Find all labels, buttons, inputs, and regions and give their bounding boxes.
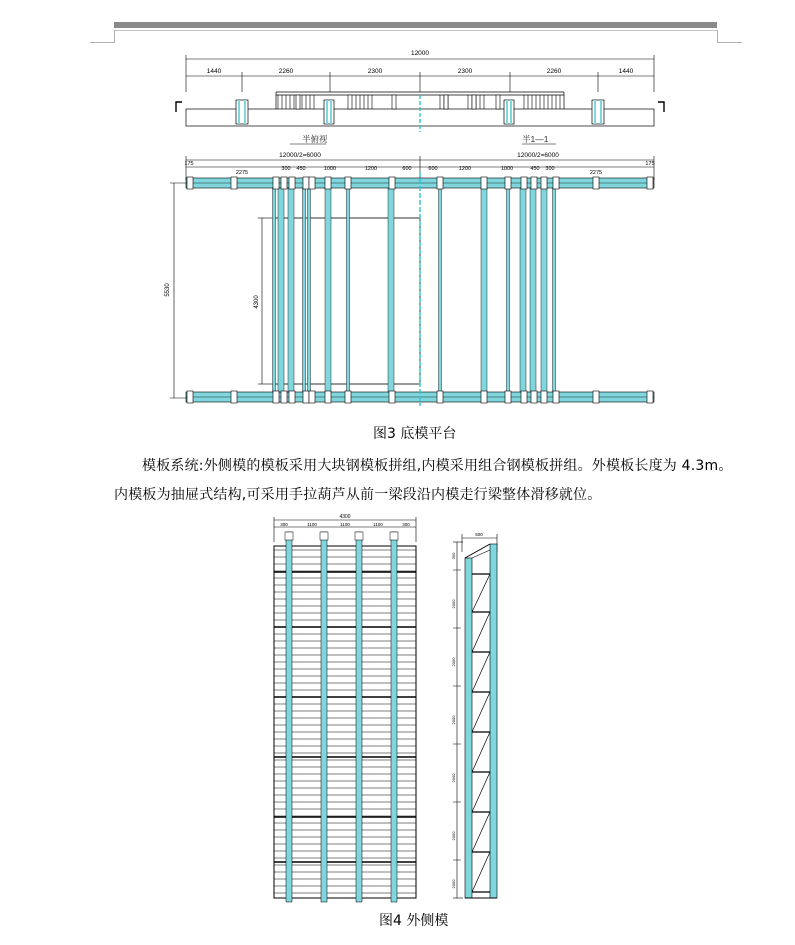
margin-corner-right	[717, 30, 742, 43]
beam-joint-bottom	[521, 391, 527, 403]
beam-joint-top	[303, 177, 309, 189]
side-dim-0: 350	[451, 552, 456, 560]
elevation-post	[392, 95, 396, 109]
plan-dim-l1: 175	[184, 161, 194, 167]
plan-dim-r7: 175	[645, 161, 655, 167]
front-total-label: 4300	[339, 514, 351, 520]
front-dim-1: 300	[280, 522, 288, 527]
cross-beam	[288, 188, 294, 392]
side-dim-2: 2000	[451, 657, 456, 667]
plan-dim-r1: 600	[428, 166, 438, 172]
cross-beam	[553, 188, 556, 392]
side-truss-diagonal	[472, 692, 490, 732]
beam-joint-bottom	[481, 391, 487, 403]
side-truss-diagonal	[472, 574, 490, 612]
front-stud	[286, 532, 292, 902]
side-dim-1: 2000	[451, 599, 456, 609]
plan-dim-r3: 1000	[500, 166, 514, 172]
cross-beam	[507, 188, 510, 392]
elev-dim-3: 2300	[367, 68, 383, 75]
beam-joint-top	[553, 177, 559, 189]
beam-joint-bottom	[437, 391, 443, 403]
front-dim-4: 1100	[373, 522, 383, 527]
beam-joint-bottom	[593, 391, 599, 403]
plan-dim-l3: 300	[281, 166, 291, 172]
beam-joint-top	[437, 177, 443, 189]
elev-dim-4: 2300	[457, 68, 473, 75]
plan-dim-r2: 1200	[458, 166, 472, 172]
body-paragraph-line-2: 内模板为抽屉式结构,可采用手拉葫芦从前一梁段沿内模走行梁整体滑移就位。	[114, 487, 602, 503]
elevation-dimensions	[186, 55, 654, 92]
elevation-post	[444, 95, 448, 109]
cross-beam	[273, 188, 276, 392]
plan-dim-l6: 1200	[364, 166, 378, 172]
beam-joint-top	[647, 177, 653, 189]
side-truss-diagonal	[472, 652, 490, 692]
side-dim-6: 2000	[451, 879, 456, 889]
side-dim-4: 2000	[451, 773, 456, 783]
elevation-bottom-grid	[278, 95, 560, 109]
beam-joint-top	[187, 177, 193, 189]
beam-joint-top	[481, 177, 487, 189]
beam-joint-bottom	[531, 391, 537, 403]
beam-joint-top	[325, 177, 331, 189]
cross-beam	[541, 188, 547, 392]
beam-joint-top	[593, 177, 599, 189]
elevation-post	[296, 95, 300, 109]
plan-half-left-label: 12000/2=6000	[279, 152, 321, 159]
elev-dim-1: 1440	[206, 68, 222, 75]
beam-joint-bottom	[281, 391, 287, 403]
beam-joint-bottom	[389, 391, 395, 403]
elev-dim-6: 1440	[618, 68, 634, 75]
plan-height-label: 5530	[165, 283, 171, 297]
plan-left-dimension	[170, 183, 274, 398]
beam-joint-top	[281, 177, 287, 189]
beam-joint-top	[521, 177, 527, 189]
cross-beam	[308, 188, 311, 392]
side-truss-diagonal	[472, 612, 490, 652]
label-half-section: 半1—1	[522, 134, 549, 144]
beam-joint-bottom	[541, 391, 547, 403]
figure-4-caption: 图4 外侧模	[379, 913, 449, 929]
beam-joint-top	[273, 177, 279, 189]
beam-joint-top	[389, 177, 395, 189]
side-truss-diagonal	[472, 852, 490, 892]
front-dim-3: 1100	[340, 522, 350, 527]
cross-beam	[439, 188, 442, 392]
beam-joint-bottom	[303, 391, 309, 403]
plan-dim-l5: 1000	[323, 166, 337, 172]
plan-dim-l4: 450	[296, 166, 306, 172]
side-truss	[465, 544, 497, 898]
side-dim-5: 2000	[451, 831, 456, 841]
elev-total-label: 12000	[410, 50, 430, 57]
beam-joint-top	[289, 177, 295, 189]
front-stud-cap	[355, 532, 363, 540]
front-stud-cap	[285, 532, 293, 540]
elev-dim-2: 2260	[278, 68, 294, 75]
cross-beam	[520, 188, 526, 392]
plan-dim-l2: 2275	[235, 170, 249, 176]
figure-4-drawing	[265, 512, 515, 908]
beam-joint-bottom	[647, 391, 653, 403]
beam-joint-bottom	[345, 391, 351, 403]
plan-dim-r4: 450	[530, 166, 540, 172]
elev-dim-5: 2260	[546, 68, 562, 75]
side-truss-diagonal	[472, 772, 490, 812]
beam-joint-bottom	[309, 391, 315, 403]
side-dim-3: 2000	[451, 715, 456, 725]
cross-beam	[530, 188, 536, 392]
plan-dim-r6: 2275	[589, 170, 603, 176]
side-top-label: 500	[475, 532, 483, 537]
beam-joint-bottom	[289, 391, 295, 403]
figure-3-drawing	[150, 40, 670, 420]
beam-joint-bottom	[325, 391, 331, 403]
plan-inner-height-label: 4300	[254, 295, 260, 309]
side-truss-web	[472, 574, 490, 892]
front-stud	[356, 532, 362, 902]
cross-beam	[481, 188, 487, 392]
front-dim-5: 300	[402, 522, 410, 527]
front-stud-cap	[390, 532, 398, 540]
page-header-bar	[114, 22, 717, 28]
beam-joint-top	[541, 177, 547, 189]
page-header-rule	[114, 30, 717, 31]
beam-joint-top	[231, 177, 237, 189]
elevation-post	[348, 95, 352, 109]
beam-joint-bottom	[553, 391, 559, 403]
front-dim-2: 1100	[307, 522, 317, 527]
beam-joint-bottom	[505, 391, 511, 403]
cross-beam	[388, 188, 394, 392]
beam-joint-top	[309, 177, 315, 189]
beam-joint-bottom	[187, 391, 193, 403]
front-stud	[321, 532, 327, 902]
plan-dim-r5: 300	[545, 166, 555, 172]
cross-beam	[278, 188, 284, 392]
cross-beam	[347, 188, 350, 392]
side-truss-diagonal	[472, 812, 490, 852]
elevation-post	[496, 95, 500, 109]
body-paragraph-line-1: 模板系统:外侧模的模板采用大块钢模板拼组,内模采用组合钢模板拼组。外模板长度为 4.3m。	[142, 458, 733, 474]
figure-3-caption: 图3 底模平台	[373, 426, 457, 442]
beam-joint-bottom	[231, 391, 237, 403]
front-stud-cap	[320, 532, 328, 540]
plan-half-right-label: 12000/2=6000	[517, 152, 559, 159]
cross-beam	[325, 188, 331, 392]
beam-joint-top	[531, 177, 537, 189]
plan-dim-l7: 600	[402, 166, 412, 172]
cross-beam	[303, 188, 306, 392]
side-truss-diagonal	[472, 732, 490, 772]
label-half-plan: 半俯视	[302, 134, 328, 144]
margin-corner-left	[90, 30, 115, 43]
beam-joint-top	[345, 177, 351, 189]
elevation-post	[472, 95, 476, 109]
beam-joint-top	[505, 177, 511, 189]
beam-joint-bottom	[273, 391, 279, 403]
front-stud	[391, 532, 397, 902]
